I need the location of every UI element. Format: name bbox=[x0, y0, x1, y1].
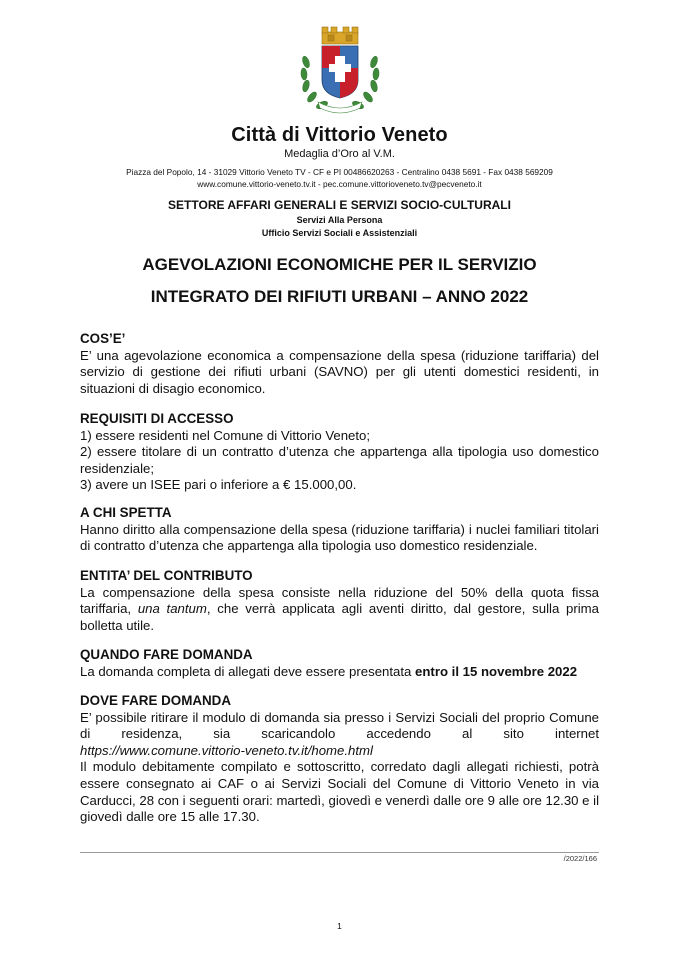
section-text bbox=[80, 664, 599, 681]
requirement-item: 1) essere residenti nel Comune di Vittorio Veneto; bbox=[80, 427, 371, 443]
text-part: La compensazione della spesa consiste nella riduzione del 50% della quota fissa tariffaria, bbox=[80, 584, 599, 617]
section-heading: COS’E’ bbox=[80, 331, 126, 346]
sector-title: SETTORE AFFARI GENERALI E SERVIZI SOCIO-CULTURALI bbox=[168, 198, 511, 212]
section-quando bbox=[80, 647, 599, 680]
section-entita bbox=[80, 568, 599, 634]
section-heading: ENTITA’ DEL CONTRIBUTO bbox=[80, 568, 253, 583]
section-text: Il modulo debitamente compilato e sottoscritto, corredato dagli allegati richiesti, potrà essere consegnato ai CAF o ai Servizi Sociali del Comune di Vittorio Veneto in via Carducci, 28 con i seguenti orari: martedì, giovedì e venerdì dalle ore 9 alle ore 12.30 e il giovedì dalle ore 15 alle 17.30. bbox=[80, 759, 600, 825]
section-text: E’ possibile ritirare il modulo di domanda sia presso i Servizi Sociali del proprio Comune di residenza, sia scaricandolo accedendo al sito internet bbox=[80, 709, 599, 742]
coat-of-arms-logo bbox=[296, 22, 384, 114]
footer-divider bbox=[80, 852, 599, 853]
section-heading: REQUISITI DI ACCESSO bbox=[80, 411, 234, 426]
document-title-line2: INTEGRATO DEI RIFIUTI URBANI – ANNO 2022 bbox=[150, 287, 529, 306]
city-name: Città di Vittorio Veneto bbox=[231, 124, 448, 146]
italic-text: una tantum bbox=[137, 601, 207, 617]
medal-subtitle: Medaglia d’Oro al V.M. bbox=[284, 148, 395, 160]
deadline-text: entro il 15 novembre 2022 bbox=[415, 663, 578, 679]
requirement-item: 2) essere titolare di un contratto d’utenza che appartenga alla tipologia uso domestico residenziale; bbox=[80, 444, 599, 476]
contact-block bbox=[0, 166, 679, 190]
document-title-line1: AGEVOLAZIONI ECONOMICHE PER IL SERVIZIO bbox=[142, 255, 537, 274]
section-requisiti bbox=[80, 411, 599, 494]
section-dove bbox=[80, 693, 599, 826]
address-line: Piazza del Popolo, 14 - 31029 Vittorio Veneto TV - CF e PI 00486620263 - Centralino 0438 5691 - Fax 0438 569209 bbox=[126, 167, 553, 177]
office-title: Ufficio Servizi Sociali e Assistenziali bbox=[261, 228, 418, 238]
section-heading: A CHI SPETTA bbox=[80, 505, 172, 520]
page-number: 1 bbox=[337, 921, 342, 931]
section-heading: DOVE FARE DOMANDA bbox=[80, 693, 232, 708]
text-part: , che verrà applicata agli aventi diritto, dal gestore, sulla prima bolletta utile. bbox=[80, 601, 600, 633]
website-url: https://www.comune.vittorio-veneto.tv.it/home.html bbox=[80, 742, 373, 758]
section-text bbox=[80, 585, 599, 635]
section-text: Hanno diritto alla compensazione della spesa (riduzione tariffaria) i nuclei familiari titolari di contratto d’utenza che appartenga alla tipologia uso domestico residenziale. bbox=[80, 521, 599, 554]
text-part: La domanda completa di allegati deve essere presentata bbox=[80, 663, 416, 679]
section-a-chi-spetta bbox=[80, 505, 599, 555]
web-line: www.comune.vittorio-veneto.tv.it - pec.comune.vittorioveneto.tv@pecveneto.it bbox=[197, 179, 482, 189]
protocol-reference: /2022/166 bbox=[563, 854, 597, 863]
requirement-item: 3) avere un ISEE pari o inferiore a € 15.000,00. bbox=[80, 477, 357, 493]
section-cose bbox=[80, 331, 599, 397]
section-heading: QUANDO FARE DOMANDA bbox=[80, 647, 253, 662]
section-text: E’ una agevolazione economica a compensazione della spesa (riduzione tariffaria) del servizio di gestione dei rifiuti urbani (SAVNO) per gli utenti domestici residenti, in situazioni di disagio economico. bbox=[80, 347, 599, 396]
service-title: Servizi Alla Persona bbox=[296, 215, 383, 225]
